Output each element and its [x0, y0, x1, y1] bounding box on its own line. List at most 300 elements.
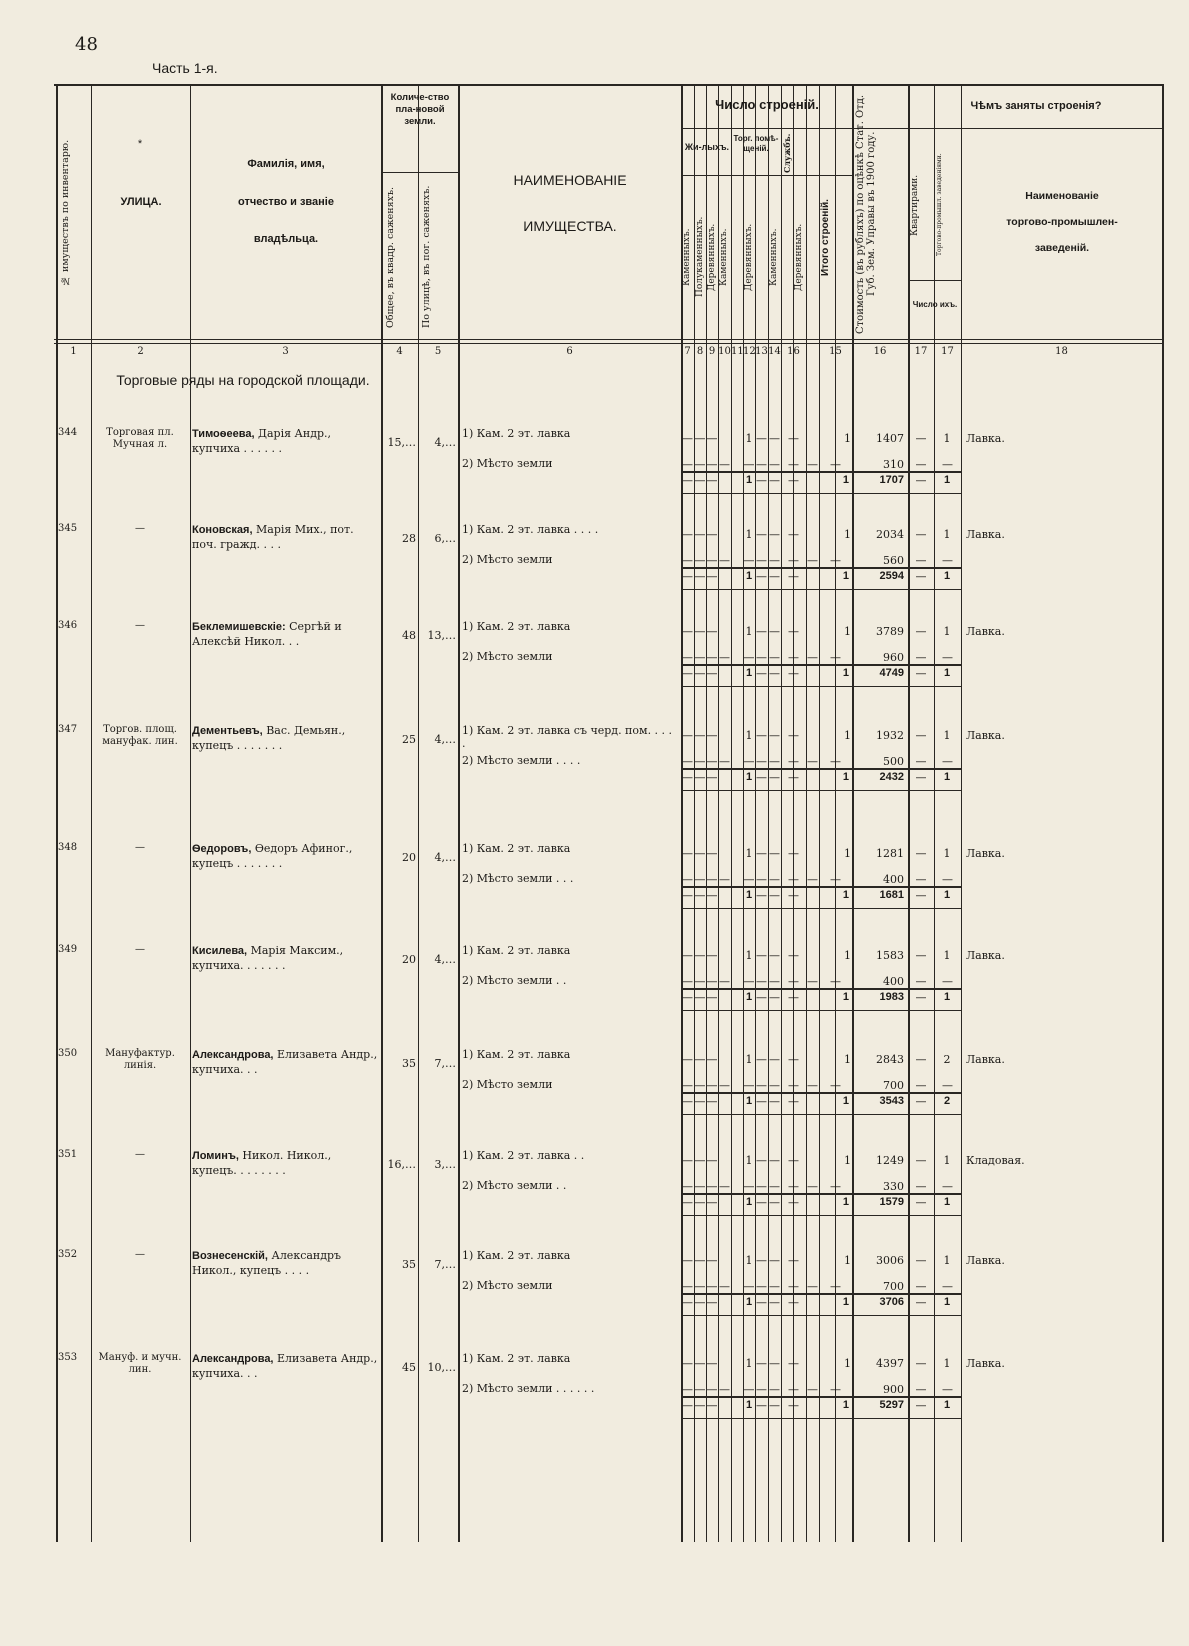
dash-mark: — — [915, 949, 927, 962]
record-total-buildings: 1 — [844, 847, 851, 860]
col-number-8: 8 — [696, 346, 704, 357]
dash-mark: — — [788, 625, 799, 638]
col-number-18: 18 — [1055, 346, 1068, 357]
col-land-total-header: Общее, въ квадр. саженяхъ. — [385, 186, 396, 328]
record-total-torg: 1 — [745, 1296, 753, 1308]
dash-mark: — — [706, 625, 718, 638]
dash-mark: — — [769, 570, 780, 583]
rule-line — [681, 886, 961, 888]
dash-mark: — — [769, 1254, 780, 1267]
dash-mark: — — [830, 873, 841, 886]
col-property-header-2: ИМУЩЕСТВА. — [523, 218, 617, 234]
col-number-2: 2 — [137, 346, 144, 357]
dash-mark: — — [769, 651, 780, 664]
record-total-value: 2594 — [879, 570, 904, 582]
record-total-count: 1 — [842, 667, 849, 679]
dash-mark: — — [743, 1079, 755, 1092]
dash-mark: — — [756, 991, 767, 1004]
dash-mark: — — [756, 570, 767, 583]
record-owner — [192, 1149, 378, 1183]
dash-mark: — — [788, 847, 799, 860]
record-total-torg: 1 — [745, 991, 753, 1003]
record-item-2: 2) Мѣсто земли . . — [462, 1179, 567, 1192]
dash-mark: — — [682, 651, 693, 664]
record-total-shops: 1 — [943, 1296, 951, 1308]
dash-mark: — — [694, 729, 706, 742]
record-frontage: 4,… — [434, 733, 456, 746]
dash-mark: — — [694, 625, 706, 638]
owner-details: Елизавета Андр., купчиха. . . — [192, 1048, 378, 1076]
col-der-header: Деревянныхъ. — [794, 223, 804, 291]
dash-mark: — — [830, 755, 841, 768]
dash-mark: — — [756, 1180, 767, 1193]
record-total-count: 1 — [842, 1095, 849, 1107]
column-rule — [381, 84, 383, 1542]
record-value-land: 330 — [883, 1180, 904, 1193]
rule-line — [681, 471, 961, 473]
dash-mark: — — [915, 1053, 927, 1066]
record-total-value: 3706 — [879, 1296, 904, 1308]
record-torg-kam: 1 — [745, 729, 753, 742]
dash-mark: — — [915, 651, 927, 664]
page-number: 48 — [75, 34, 98, 55]
col-number-17: 17 — [914, 346, 928, 357]
dash-mark: — — [694, 1053, 706, 1066]
dash-mark: — — [788, 651, 799, 664]
dash-mark: — — [807, 1180, 818, 1193]
record-total-value: 4749 — [879, 667, 904, 679]
dash-mark: — — [743, 975, 755, 988]
record-shops-count: 1 — [943, 1154, 951, 1167]
dash-mark: — — [694, 1196, 706, 1209]
dash-mark: — — [915, 1383, 927, 1396]
record-value-land: 400 — [883, 873, 904, 886]
record-land-area: 20 — [402, 851, 416, 864]
dash-mark: — — [915, 474, 927, 487]
column-rule — [56, 84, 58, 1542]
dash-mark: — — [942, 873, 953, 886]
record-total-torg: 1 — [745, 474, 753, 486]
dash-mark: — — [756, 873, 767, 886]
col-kam-header: Каменныхъ. — [769, 228, 779, 286]
record-frontage: 6,… — [434, 532, 456, 545]
dash-mark: — — [769, 1357, 780, 1370]
dash-mark: — — [694, 1180, 706, 1193]
col-kvart-header: Квартирами. — [910, 174, 920, 236]
dash-mark: — — [719, 1280, 730, 1293]
dash-mark: — — [942, 1079, 953, 1092]
rule-line — [681, 1010, 961, 1011]
owner-surname: Александрова, — [192, 1049, 274, 1061]
record-value-building: 4397 — [876, 1357, 904, 1370]
dash-mark: — — [743, 1280, 755, 1293]
dash-mark: — — [756, 1383, 767, 1396]
col-number-3: 3 — [282, 346, 289, 357]
dash-mark: — — [769, 1296, 780, 1309]
col-number-5: 5 — [434, 346, 442, 357]
dash-mark: — — [743, 651, 755, 664]
dash-mark: — — [682, 474, 693, 487]
dash-mark: — — [942, 458, 953, 471]
record-item-1: 1) Кам. 2 эт. лавка — [462, 1352, 571, 1365]
dash-mark: — — [694, 755, 706, 768]
col-number-9: 9 — [708, 346, 716, 357]
col-number-16: 16 — [787, 346, 800, 357]
dash-mark: — — [942, 1383, 953, 1396]
dash-mark: — — [694, 528, 706, 541]
dash-mark: — — [682, 1399, 693, 1412]
dash-mark: — — [682, 1154, 693, 1167]
dash-mark: — — [807, 1383, 818, 1396]
dash-mark: — — [682, 1254, 693, 1267]
dash-mark: — — [682, 570, 693, 583]
record-number: 347 — [58, 724, 78, 735]
dash-mark: — — [788, 1095, 799, 1108]
record-total-shops: 2 — [943, 1095, 951, 1107]
record-shops-count: 1 — [943, 1357, 951, 1370]
record-land-area: 35 — [402, 1057, 416, 1070]
dash-mark: — — [788, 755, 799, 768]
record-owner — [192, 523, 378, 557]
dash-mark: — — [682, 625, 693, 638]
record-item-2: 2) Мѣсто земли — [462, 1279, 553, 1292]
rule-line — [681, 1114, 961, 1115]
dash-mark: — — [830, 651, 841, 664]
owner-details: Александръ Никол., купецъ . . . . — [192, 1249, 342, 1277]
dash-mark: — — [743, 458, 755, 471]
col-number-17b: 17 — [941, 346, 954, 357]
dash-mark: — — [788, 1154, 799, 1167]
col-land-front-header: По улицѣ, въ пог. саженяхъ. — [421, 185, 432, 329]
dash-mark: — — [682, 755, 693, 768]
col-land-header: Количе-ство пла-новой земли. — [390, 92, 450, 127]
record-total-buildings: 1 — [844, 949, 851, 962]
record-total-shops: 1 — [943, 991, 951, 1003]
record-value-land: 700 — [883, 1280, 904, 1293]
dash-mark: — — [769, 755, 780, 768]
record-number: 344 — [58, 427, 78, 438]
dash-mark: — — [756, 1399, 767, 1412]
record-total-shops: 1 — [943, 474, 951, 486]
dash-mark: — — [807, 651, 818, 664]
dash-mark: — — [942, 755, 953, 768]
owner-surname: Ломинъ, — [192, 1150, 239, 1162]
dash-mark: — — [694, 975, 706, 988]
rule-line — [681, 1215, 961, 1216]
dash-mark: — — [915, 1180, 927, 1193]
dash-mark: — — [756, 651, 767, 664]
dash-mark: — — [769, 1196, 780, 1209]
column-rule — [852, 84, 854, 1542]
owner-surname: Тимоѳеева, — [192, 428, 255, 440]
record-value-building: 2843 — [876, 1053, 904, 1066]
col-owner-header-1: Фамилія, имя, — [247, 158, 325, 170]
dash-mark: — — [807, 1079, 818, 1092]
record-owner — [192, 842, 378, 876]
record-total-buildings: 1 — [844, 432, 851, 445]
dash-mark: — — [756, 1357, 767, 1370]
col-torgprom-header: Торгово-промышл. заведеніями. — [936, 153, 943, 257]
dash-mark: — — [694, 1383, 706, 1396]
record-total-count: 1 — [842, 474, 849, 486]
col-number-11: 11 — [731, 346, 744, 357]
record-item-2: 2) Мѣсто земли — [462, 1078, 553, 1091]
record-item-2: 2) Мѣсто земли — [462, 457, 553, 470]
dash-mark: — — [756, 755, 767, 768]
dash-mark: — — [706, 1399, 718, 1412]
col-property-header-1: НАИМЕНОВАНІЕ — [513, 172, 627, 188]
record-item-1: 1) Кам. 2 эт. лавка — [462, 842, 571, 855]
dash-mark: — — [769, 1053, 780, 1066]
dash-mark: — — [706, 889, 718, 902]
dash-mark: — — [756, 975, 767, 988]
dash-mark: — — [830, 458, 841, 471]
record-owner — [192, 1249, 378, 1283]
dash-mark: — — [915, 1254, 927, 1267]
dash-mark: — — [769, 949, 780, 962]
record-total-buildings: 1 — [844, 1254, 851, 1267]
dash-mark: — — [788, 949, 799, 962]
dash-mark: — — [706, 554, 718, 567]
record-total-value: 3543 — [879, 1095, 904, 1107]
record-owner — [192, 1352, 378, 1386]
col-kind-header-1: Наименованіе — [1025, 190, 1099, 202]
dash-mark: — — [756, 1254, 767, 1267]
dash-mark: — — [915, 1079, 927, 1092]
record-value-building: 1583 — [876, 949, 904, 962]
dash-mark: — — [706, 667, 718, 680]
dash-mark: — — [682, 667, 693, 680]
dash-mark: — — [694, 1280, 706, 1293]
dash-mark: — — [756, 474, 767, 487]
dash-mark: — — [788, 1254, 799, 1267]
record-value-land: 400 — [883, 975, 904, 988]
dash-mark: — — [807, 458, 818, 471]
record-torg-kam: 1 — [745, 1053, 753, 1066]
record-street: — — [135, 523, 145, 534]
record-number: 346 — [58, 620, 78, 631]
record-value-building: 3006 — [876, 1254, 904, 1267]
dash-mark: — — [682, 889, 693, 902]
dash-mark: — — [769, 889, 780, 902]
dash-mark: — — [788, 570, 799, 583]
col-number-10: 10 — [718, 346, 731, 357]
dash-mark: — — [706, 1254, 718, 1267]
dash-mark: — — [719, 554, 730, 567]
record-shops-count: 2 — [943, 1053, 951, 1066]
dash-mark: — — [694, 1296, 706, 1309]
dash-mark: — — [682, 554, 693, 567]
record-street: — — [135, 944, 145, 955]
dash-mark: — — [788, 1357, 799, 1370]
owner-surname: Беклемишевскіе: — [192, 621, 286, 633]
record-item-2: 2) Мѣсто земли . . . . — [462, 754, 581, 767]
column-rule — [91, 84, 92, 1542]
dash-mark: — — [942, 651, 953, 664]
column-rule — [1162, 84, 1164, 1542]
col-torg-header: Торг. помѣ-щеній. — [733, 134, 779, 153]
record-item-1: 1) Кам. 2 эт. лавка — [462, 1249, 571, 1262]
col-mark: * — [137, 138, 143, 150]
record-owner — [192, 427, 378, 461]
dash-mark: — — [915, 625, 927, 638]
dash-mark: — — [756, 667, 767, 680]
owner-surname: Ѳедоровъ, — [192, 843, 252, 855]
record-torg-kam: 1 — [745, 1154, 753, 1167]
dash-mark: — — [719, 1079, 730, 1092]
record-item-2: 2) Мѣсто земли . . — [462, 974, 567, 987]
record-total-torg: 1 — [745, 889, 753, 901]
record-kind: Лавка. — [966, 1053, 1005, 1066]
dash-mark: — — [719, 458, 730, 471]
dash-mark: — — [769, 771, 780, 784]
record-land-area: 45 — [402, 1361, 416, 1374]
dash-mark: — — [769, 667, 780, 680]
column-rule — [961, 84, 962, 1542]
record-value-building: 1932 — [876, 729, 904, 742]
dash-mark: — — [706, 1154, 718, 1167]
dash-mark: — — [719, 755, 730, 768]
dash-mark: — — [706, 1357, 718, 1370]
record-number: 350 — [58, 1048, 78, 1059]
record-total-torg: 1 — [745, 1095, 753, 1107]
dash-mark: — — [682, 847, 693, 860]
record-kind: Лавка. — [966, 528, 1005, 541]
col-street-header: УЛИЦА. — [120, 196, 162, 208]
owner-details: Вас. Демьян., купецъ . . . . . . . — [192, 724, 346, 752]
dash-mark: — — [706, 528, 718, 541]
record-total-value: 1707 — [879, 474, 904, 486]
record-torg-kam: 1 — [745, 1254, 753, 1267]
dash-mark: — — [769, 1079, 780, 1092]
dash-mark: — — [915, 1280, 927, 1293]
dash-mark: — — [706, 771, 718, 784]
dash-mark: — — [769, 1095, 780, 1108]
record-value-building: 3789 — [876, 625, 904, 638]
dash-mark: — — [682, 1180, 693, 1193]
owner-surname: Кисилева, — [192, 945, 248, 957]
record-total-buildings: 1 — [844, 1357, 851, 1370]
record-total-value: 2432 — [879, 771, 904, 783]
col-number-12: 12 — [743, 346, 756, 357]
part-label: Часть 1-я. — [152, 60, 218, 76]
record-total-count: 1 — [842, 1399, 849, 1411]
dash-mark: — — [682, 1095, 693, 1108]
dash-mark: — — [915, 755, 927, 768]
record-item-2: 2) Мѣсто земли . . . — [462, 872, 574, 885]
dash-mark: — — [682, 1196, 693, 1209]
record-total-value: 5297 — [879, 1399, 904, 1411]
record-total-value: 1579 — [879, 1196, 904, 1208]
dash-mark: — — [807, 1280, 818, 1293]
dash-mark: — — [915, 889, 927, 902]
record-total-shops: 1 — [943, 889, 951, 901]
dash-mark: — — [769, 847, 780, 860]
dash-mark: — — [706, 975, 718, 988]
rule-line — [681, 664, 961, 666]
record-value-building: 1407 — [876, 432, 904, 445]
dash-mark: — — [756, 458, 767, 471]
dash-mark: — — [682, 991, 693, 1004]
dash-mark: — — [830, 1180, 841, 1193]
dash-mark: — — [769, 729, 780, 742]
dash-mark: — — [769, 458, 780, 471]
record-frontage: 7,… — [434, 1057, 456, 1070]
col-number-16: 16 — [873, 346, 887, 357]
record-kind: Лавка. — [966, 625, 1005, 638]
dash-mark: — — [830, 975, 841, 988]
dash-mark: — — [682, 771, 693, 784]
record-land-area: 48 — [402, 629, 416, 642]
dash-mark: — — [719, 873, 730, 886]
record-street: Торговая пл. Мучная л. — [106, 427, 174, 450]
record-value-land: 310 — [883, 458, 904, 471]
dash-mark: — — [756, 1154, 767, 1167]
dash-mark: — — [756, 771, 767, 784]
record-total-value: 1983 — [879, 991, 904, 1003]
rule-line — [681, 768, 961, 770]
dash-mark: — — [682, 1079, 693, 1092]
column-rule — [418, 84, 419, 1542]
record-shops-count: 1 — [943, 528, 951, 541]
record-value-building: 1281 — [876, 847, 904, 860]
col-number-15: 15 — [829, 346, 842, 357]
dash-mark: — — [830, 1383, 841, 1396]
record-kind: Лавка. — [966, 1254, 1005, 1267]
record-torg-kam: 1 — [745, 847, 753, 860]
owner-surname: Дементьевъ, — [192, 725, 263, 737]
dash-mark: — — [719, 651, 730, 664]
dash-mark: — — [830, 1079, 841, 1092]
record-torg-kam: 1 — [745, 625, 753, 638]
dash-mark: — — [682, 1280, 693, 1293]
owner-details: Елизавета Андр., купчиха. . . — [192, 1352, 378, 1380]
col-inventory-no-header: № имуществъ по инвентарю. — [60, 139, 71, 286]
dash-mark: — — [682, 1053, 693, 1066]
dash-mark: — — [788, 667, 799, 680]
dash-mark: — — [682, 949, 693, 962]
dash-mark: — — [682, 873, 693, 886]
record-shops-count: 1 — [943, 625, 951, 638]
dash-mark: — — [694, 991, 706, 1004]
record-kind: Лавка. — [966, 1357, 1005, 1370]
dash-mark: — — [769, 1154, 780, 1167]
dash-mark: — — [694, 651, 706, 664]
col-number-1: 1 — [70, 346, 77, 357]
dash-mark: — — [719, 975, 730, 988]
dash-mark: — — [682, 528, 693, 541]
dash-mark: — — [915, 528, 927, 541]
dash-mark: — — [682, 975, 693, 988]
dash-mark: — — [942, 554, 953, 567]
dash-mark: — — [682, 458, 693, 471]
rule-line — [681, 1396, 961, 1398]
rule-line — [54, 84, 1164, 86]
dash-mark: — — [942, 1180, 953, 1193]
dash-mark: — — [788, 873, 799, 886]
record-item-1: 1) Кам. 2 эт. лавка . . . . — [462, 523, 599, 536]
col-number-4: 4 — [396, 346, 403, 357]
record-shops-count: 1 — [943, 432, 951, 445]
dash-mark: — — [756, 1079, 767, 1092]
dash-mark: — — [706, 474, 718, 487]
record-total-torg: 1 — [745, 1196, 753, 1208]
record-value-land: 500 — [883, 755, 904, 768]
dash-mark: — — [769, 1280, 780, 1293]
dash-mark: — — [682, 432, 693, 445]
rule-line — [54, 339, 1164, 340]
record-value-land: 900 — [883, 1383, 904, 1396]
